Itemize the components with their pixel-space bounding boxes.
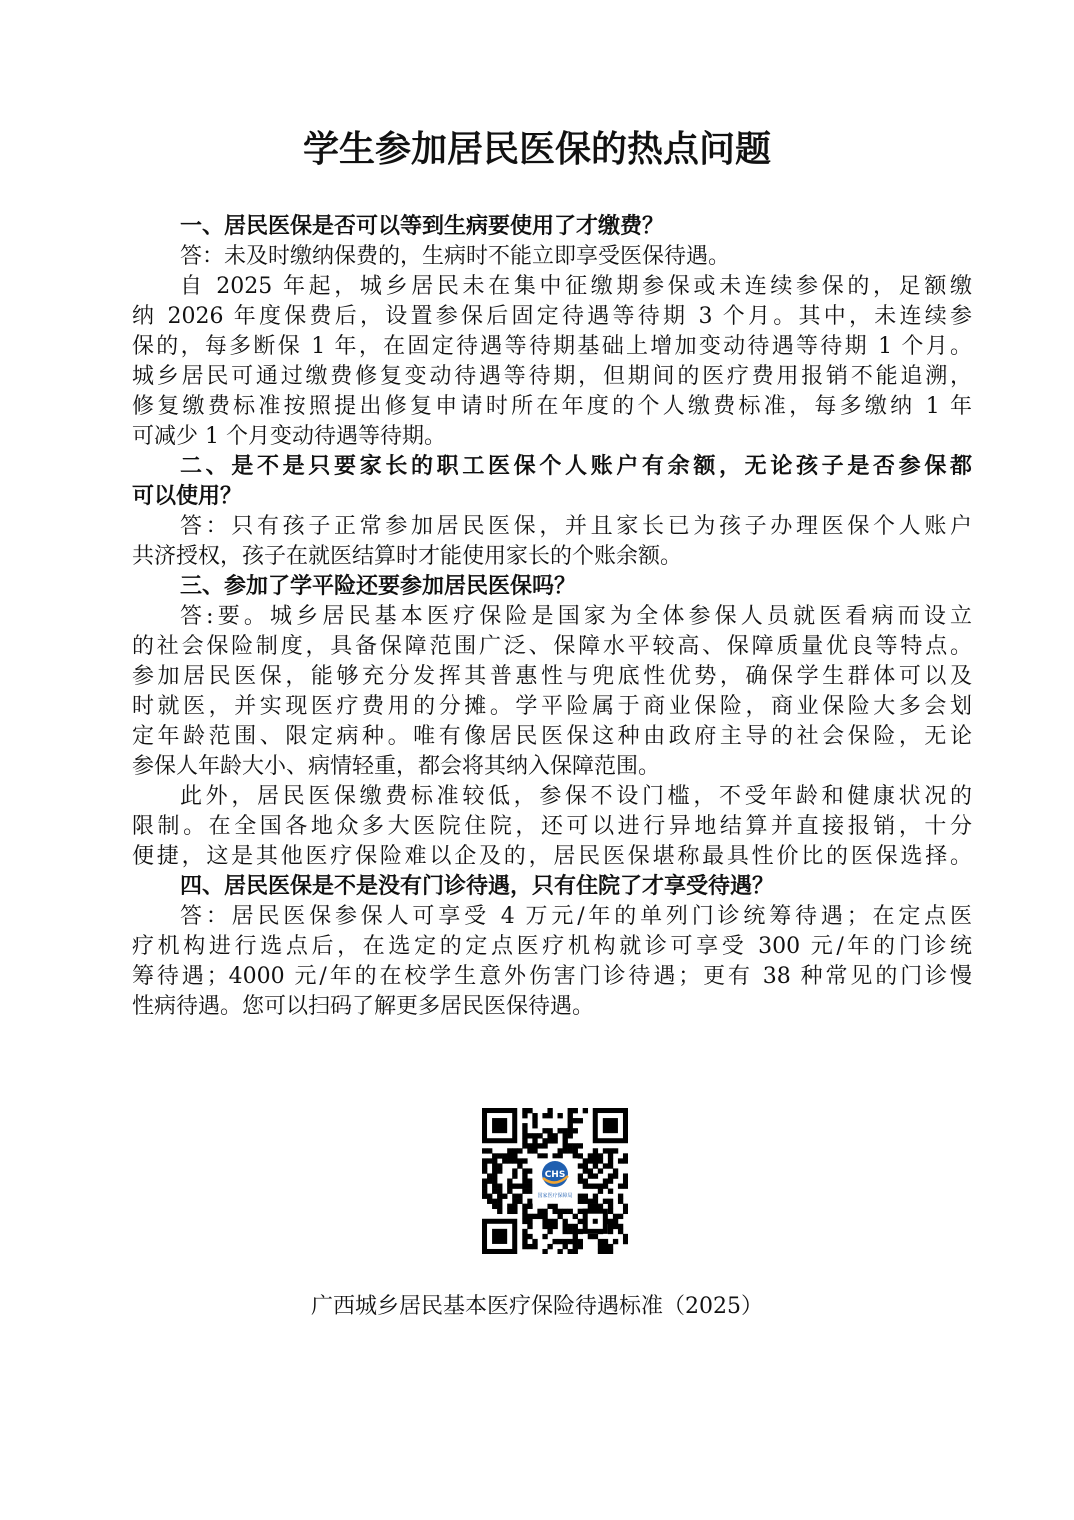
question-line: 一、居民医保是否可以等到生病要使用了才缴费？ <box>180 214 665 239</box>
answer-line: 性病待遇。您可以扫码了解更多居民医保待遇。 <box>132 994 595 1019</box>
question-line: 三、参加了学平险还要参加居民医保吗？ <box>180 574 577 599</box>
document-body <box>132 212 972 1022</box>
answer-line: 参保人年龄大小、病情轻重，都会将其纳入保障范围。 <box>132 754 661 779</box>
qr-code[interactable] <box>482 1108 628 1254</box>
answer-line: 答：未及时缴纳保费的，生病时不能立即享受医保待遇。 <box>180 244 731 269</box>
answer-line: 自 2025 年起，城乡居民未在集中征缴期参保或未连续参保的，足额缴 <box>180 274 972 299</box>
answer-line: 答：只有孩子正常参加居民医保，并且家长已为孩子办理医保个人账户 <box>180 514 972 539</box>
qr-caption: 广西城乡居民基本医疗保险待遇标准（2025） <box>311 1294 763 1319</box>
answer-line: 时就医，并实现医疗费用的分摊。学平险属于商业保险，商业保险大多会划 <box>132 694 972 719</box>
answer-line: 定年龄范围、限定病种。唯有像居民医保这种由政府主导的社会保险，无论 <box>132 724 972 749</box>
question-line: 可以使用？ <box>132 484 243 509</box>
answer-line: 可减少 1 个月变动待遇等待期。 <box>132 424 446 449</box>
logo-text: CHS <box>544 1170 566 1180</box>
answer-line: 保的，每多断保 1 年，在固定待遇等待期基础上增加变动待遇等待期 1 个月。 <box>132 334 972 359</box>
question-line: 四、居民医保是不是没有门诊待遇，只有住院了才享受待遇？ <box>180 874 775 899</box>
qr-code-icon <box>482 1108 628 1254</box>
answer-line: 筹待遇；4000 元/年的在校学生意外伤害门诊待遇；更有 38 种常见的门诊慢 <box>132 964 972 989</box>
answer-line: 共济授权，孩子在就医结算时才能使用家长的个账余额。 <box>132 544 683 569</box>
answer-line: 纳 2026 年度保费后，设置参保后固定待遇等待期 3 个月。其中，未连续参 <box>132 304 972 329</box>
logo-subtext: 国家医疗保障局 <box>537 1193 573 1199</box>
answer-line: 修复缴费标准按照提出修复申请时所在年度的个人缴费标准，每多缴纳 1 年 <box>132 394 972 419</box>
answer-line: 此外，居民医保缴费标准较低，参保不设门槛，不受年龄和健康状况的 <box>180 784 972 809</box>
answer-line: 的社会保险制度，具备保障范围广泛、保障水平较高、保障质量优良等特点。 <box>132 634 972 659</box>
answer-line: 城乡居民可通过缴费修复变动待遇等待期，但期间的医疗费用报销不能追溯， <box>132 364 972 389</box>
page-title: 学生参加居民医保的热点问题 <box>302 129 771 170</box>
answer-line: 参加居民医保，能够充分发挥其普惠性与兜底性优势，确保学生群体可以及 <box>132 664 972 689</box>
answer-line: 答:要。城乡居民基本医疗保险是国家为全体参保人员就医看病而设立 <box>180 604 972 629</box>
answer-line: 便捷，这是其他医疗保险难以企及的，居民医保堪称最具性价比的医保选择。 <box>132 844 972 869</box>
answer-line: 限制。在全国各地众多大医院住院，还可以进行异地结算并直接报销，十分 <box>132 814 972 839</box>
answer-line: 答：居民医保参保人可享受 4 万元/年的单列门诊统筹待遇；在定点医 <box>180 904 972 929</box>
answer-line: 疗机构进行选点后，在选定的定点医疗机构就诊可享受 300 元/年的门诊统 <box>132 934 972 959</box>
question-line: 二、是不是只要家长的职工医保个人账户有余额，无论孩子是否参保都 <box>180 454 972 479</box>
